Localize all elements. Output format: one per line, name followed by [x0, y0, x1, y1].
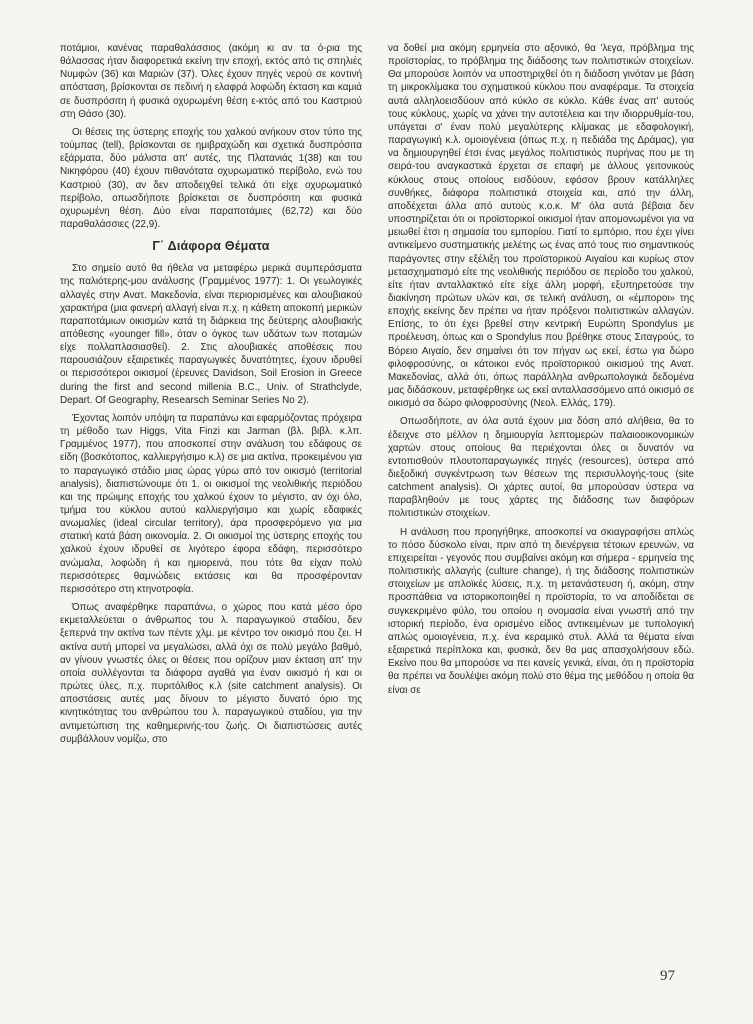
- paragraph: Όπως αναφέρθηκε παραπάνω, ο χώρος που κατά μέσο όρο εκμεταλλεύεται ο άνθρωπος του λ. παραγωγικού σταδίου, δεν ξεπερνά την ακτίνα των πέντε χλμ. με κέντρο τον οικισμό που ζει. Η ακτίνα αυτή μπορεί να μεγαλώσει, αλλά όχι σε πολύ μεγάλο βαθμό, αν γίνουν γνωστές όλες οι θέσεις που ορίζουν μιαν έκταση απ' την οποία συλλέγονται τα διάφορα αγαθά για έναν οικισμό ή και οι πρώτες ύλες, π.χ. πυριτόλιθος κ.λ (site catchment analysis). Οι αποστάσεις αυτές μας δίνουν το μέγιστο δυνατό όριο της κινητικότητας του ανθρώπου του λ. παραγωγικού σταδίου, για την αντιμετώπιση της καθημερινής-του ζωής. Οι διαπιστώσεις αυτές συμβάλλουν νομίζω, στο: [60, 602, 362, 745]
- paragraph: Οπωσδήποτε, αν όλα αυτά έχουν μια δόση από αλήθεια, θα το έδειχνε στο μέλλον η δημιουργία λεπτομερών παλαιοοικονομικών χαρτών στους οποίους θα περιέχονται όλες οι δυνατόν να εντοπισθούν πλουτοπαραγωγικές πηγές (resources), ύστερα από διεξοδική συγκέντρωση των θέσεων της περισυλλογής-τους (site catchment analysis). Οι χάρτες αυτοί, θα μπορούσαν ύστερα να παραβληθούν με τους χάρτες της διάδοσης των διαφόρων πολιτιστικών στοιχείων.: [388, 416, 694, 520]
- right-column: [388, 42, 694, 702]
- paragraph: ποτάμιοι, κανένας παραθαλάσσιος (ακόμη κι αν τα ό-ρια της θάλασσας ήταν διαφορετικά εκείνη την εποχή, εκτός από τις σπηλιές Νυμφών (36) και Μαριών (37). Όλες έχουν πηγές νερού σε κοντινή απόσταση, βρίσκονται σε πεδινή η ελαφρά λοφώδη έκταση και καμιά σε δυσπρόσιτη ή φυσικά οχυρωμένη θέση ε-κτός από του Καστριού στη Θάσο (30).: [60, 43, 362, 120]
- section-heading: Γ΄ Διάφορα Θέματα: [152, 239, 270, 254]
- paragraph: Έχοντας λοιπόν υπόψη τα παραπάνω και εφαρμόζοντας πρόχειρα τη μέθοδο των Higgs, Vita Finzi και Jarman (βλ. βιβλ. κ.λπ. Γραμμένος 1977), που αποσκοπεί στην ανάλυση του εδάφους σε είδη (βοσκότοπος, καλλιεργήσιμο κ.λ) σε μια ακτίνα, προκειμένου για το παραγωγικό στάδιο μιας ώρας γύρω από τον οικισμό (territorial analysis), διαπιστώνουμε ότι 1. οι οικισμοί της νεολιθικής περιόδου και της πρώιμης εποχής του χαλκού έχουν το μέγιστο, αν όχι όλο, τμήμα του κύκλου αυτού καλλιεργήσιμο και χωρίς εδαφικές ανωμαλίες (ideal circular territory), άρα προσφερόμενο για μια στατική κατά βάση οικονομία. 2. Οι οικισμοί της ύστερης εποχής του χαλκού έχουν ιδρυθεί σε λιγότερο έφορα εδάφη, περισσότερο ανώμαλα, λοφώδη ή και ημιορεινά, που τότε θα είχαν πολύ περισσότερες θαμνώδεις εκτάσεις και θα προσφέρονταν περισσότερο στη κτηνοτροφία.: [60, 412, 362, 595]
- left-column: [60, 42, 362, 751]
- paragraph: Οι θέσεις της ύστερης εποχής του χαλκού ανήκουν στον τύπο της τούμπας (tell), βρίσκονται σε ημιβραχώδη και σχετικά δυσπρόσιτα εξάρματα, δύο μάλιστα απ' αυτές, της Πλατανιάς 1(38) και του Νικηφόρου (40) έχουν πιθανότατα οχυρωματικό περίβολο, ενώ του Καστριού (30), αν δεν αποδειχθεί τελικά ότι είχε οχυρωματικό περίβολο, οπωσδήποτε βρίσκεται σε δυσπρόσιτη και φυσικά οχυρωμένη θέση. Δύο είναι παραποτάμιες (62,72) και δύο παραθαλάσσιες (22,9).: [60, 126, 362, 231]
- paragraph: Στο σημείο αυτό θα ήθελα να μεταφέρω μερικά συμπεράσματα της παλιότερης-μου ανάλυσης (Γραμμένος 1977): 1. Οι γεωλογικές αλλαγές στην Ανατ. Μακεδονία, είναι περιορισμένες και αλουβιακού χαρακτήρα (μια φανερή αλλαγή είναι π.χ. η κάθετη αποκοπή μερικών παραποτάμιων οικισμών κατά τη διάρκεια της δεύτερης αλουβιακής απόθεσης «younger fill», όταν ο όγκος των υδάτων των ποταμών είχε πολλαπλασιασθεί). 2. Στις αλουβιακές αποθέσεις που παρουσιάζουν εξαιρετικές παραγωγικές δυνατότητες, έχουν ιδρυθεί οι περισσότεροι οικισμοί (έρευνες Davidson, Soil Erosion in Greece during the first and second millenia B.C., Univ. of Strathclyde, Depart. Of Geography, Researsch Seminar Series No 2).: [60, 263, 362, 406]
- paragraph: Η ανάλυση που προηγήθηκε, αποσκοπεί να σκιαγραφήσει απλώς το πόσο δύσκολο είναι, πριν από τη διενέργεια τέτοιων ερευνών, να επιχειρείται - γεγονός που συμβαίνει ακόμη και σήμερα - ερμηνεία της πολιτιστικής αλλαγής (culture change), ή της διάδοσης πολιτιστικών στοιχείων με απλοϊκές λύσεις, π.χ. τη μετανάστευση ή, ακόμη, στην προσπάθεια να ιστορικοποιηθεί η προϊστορία, το να αποδίδεται σε συγκεκριμένο φύλο, του οποίου η ονομασία είναι γνωστή από την ιστορική περίοδο, ένα ορισμένο είδος αντικειμένων με τυπολογική απλώς ομοιογένεια, π.χ. ένα κεραμικό στυλ. Αλλά τα θέματα είναι εξαιρετικά περίπλοκα και, φυσικά, δεν θα μας απασχολήσουν εδώ. Εκείνο που θα μπορούσε να πει κανείς γενικά, είναι, ότι η προϊστορία θα πρέπει να δουλέψει ακόμη πολύ στο θέμα της μεθόδου η οποία θα είναι σε: [388, 526, 694, 696]
- page-number: 97: [660, 968, 675, 984]
- paragraph: να δοθεί μια ακόμη ερμηνεία στο αξονικό, θα 'λεγα, πρόβλημα της προϊστορίας, το πρόβλημα της διάδοσης των πολιτιστικών στοιχείων. Θα μπορούσε λοιπόν να υποστηριχθεί ότι η διάδοση γινόταν με βάση τη μικροκλίμακα του σχηματικού κύκλου που αναφέραμε. Τα στοιχεία αυτά αλληλοεισδύουν από κύκλο σε κύκλο. Κάθε ένας απ' αυτούς τους κύκλους, χωρίς να χάνει την αυτοτέλεια και την ιδιορρυθμία-του, υπάγεται σ' έναν πολύ μεγαλύτερης κλίμακας με εδαφολογική, παραγωγική κ.λ. ομοιογένεια (όπως π.χ. η πεδιάδα της Δράμας), για να δημιουργηθεί έτσι ένας μεγάλος πολιτιστικός πυρήνας που με τη σειρά-του αναγκαστικά έρχεται σε επαφή με άλλους γειτονικούς κύκλους στους οποίους εισδύουν, εφόσον βρουν κατάλληλες συνθήκες, διάφορα πολιτιστικά στοιχεία και, από την άλλη, αποδέχεται άλλα από αυτούς κ.ο.κ. Μ' όλα αυτά βέβαια δεν υποστηρίζεται ότι οι προϊστορικοί οικισμοί ήταν απομονωμένοι για να μειωθεί έτσι η σημασία του εμπορίου. Γιατί το εμπόριο, που έχει γίνει αντικείμενο συστηματικής μελέτης ως ένας από τους πιο σημαντικούς παράγοντες στην εξέλιξη του προϊστορικού Αιγαίου και κυρίως στον μετασχηματισμό είτε της νεολιθικής περιόδου σε περίοδο του χαλκού, είτε ήταν ανταλλακτικό είτε είχε άλλη μορφή, εξυπηρετούσε την διακίνηση πρώτων υλών και, σε τελική ανάλυση, οι «έμποροι» της εποχής εκείνης δεν πρέπει να ήταν πρόξενοι πολιτιστικών αλλαγών. Επίσης, το ότι έχει βρεθεί στην κεντρική Ευρώπη Spondylus με προέλευση, όπως και ο Spondylus που βρέθηκε στους Σιταγρούς, το Βόρειο Αιγαίο, δεν σημαίνει ότι τον πήγαν ως εκεί, έστω για δώρο φιλοφροσύνης, οι κάτοικοι ενός προϊστορικού οικισμού της Ανατ. Μακεδονίας, αλλά ότι, όπως παράλληλα ανθρωπολογικά δεδομένα μας διδάσκουν, μεταφέρθηκε ως εκεί ανταλλασσόμενο από οικισμό σε οικισμό σα δώρο φιλοφροσύνης (Νεολ. Ελλάς, 179).: [388, 43, 694, 410]
